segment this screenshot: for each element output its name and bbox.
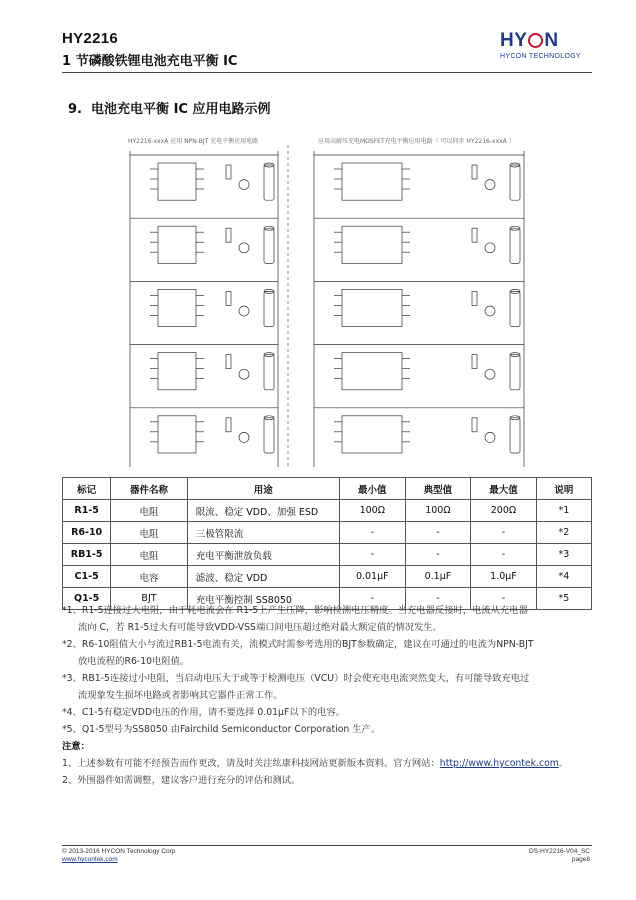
footer-page: page8 xyxy=(571,856,590,863)
ic-block xyxy=(342,289,402,326)
product-subtitle: 1 节磷酸铁锂电池充电平衡 IC xyxy=(62,54,238,69)
cell-max: - xyxy=(471,588,537,610)
cell-max: 200Ω xyxy=(471,500,537,522)
cell-max: 1.0μF xyxy=(471,566,537,588)
footer-site-link[interactable]: www.hycontek.com xyxy=(62,856,118,863)
cell-use: 滤波、稳定 VDD xyxy=(187,566,339,588)
note-line: 放电流程的R6-10电阻值。 xyxy=(78,656,190,667)
cell-note: *5 xyxy=(536,588,591,610)
footer-divider xyxy=(62,845,592,846)
cell-name: BJT xyxy=(111,588,187,610)
note-line: 流向 C，若 R1-5过大有可能导致VDD-VSS端口间电压超过绝对最大额定值的情况发生。 xyxy=(78,622,442,633)
cell-typ: 0.1μF xyxy=(405,566,471,588)
logo-wordmark: HY N xyxy=(500,30,559,51)
table-row xyxy=(63,566,592,588)
notes-block xyxy=(62,602,592,789)
table-header-row xyxy=(63,478,592,500)
cell-mark: RB1-5 xyxy=(63,544,111,566)
right-cell-stack xyxy=(314,151,524,467)
cell-max: - xyxy=(471,544,537,566)
table-row xyxy=(63,500,592,522)
cell-typ: - xyxy=(405,588,471,610)
note-line: *5、Q1-5型号为SS8050 由Fairchild Semiconductor Corporation 生产。 xyxy=(62,724,381,735)
cell-use: 充电平衡泄放负载 xyxy=(187,544,339,566)
note-line: *3、RB1-5连接过小电阻，当启动电压大于或等于检测电压（VCU）时会使充电电流突然变大，有可能导致充电过 xyxy=(62,673,530,684)
logo-tagline: HYCON TECHNOLOGY xyxy=(500,53,581,60)
cell-name: 电阻 xyxy=(111,522,187,544)
cell-mark: Q1-5 xyxy=(63,588,111,610)
cell-use: 限流、稳定 VDD、加强 ESD xyxy=(187,500,339,522)
ic-block xyxy=(342,353,402,390)
ic-block xyxy=(342,226,402,263)
col-min: 最小值 xyxy=(339,478,405,500)
cell-min: - xyxy=(339,544,405,566)
component-table xyxy=(62,477,592,610)
cell-use: 充电平衡控制 SS8050 xyxy=(187,588,339,610)
col-name: 器件名称 xyxy=(111,478,187,500)
cell-typ: - xyxy=(405,544,471,566)
table-row xyxy=(63,522,592,544)
footer-left xyxy=(62,848,175,864)
footer-doc-id: DS-HY2216-V04_SC xyxy=(528,848,590,855)
right-diagram-caption: 应用高耐压充电MOSFET充电平衡应用电路（ 可以同步 HY2216-xxxA ） xyxy=(318,138,515,145)
header-divider xyxy=(62,72,592,73)
notice-item-1: 1、上述参数有可能不经预告而作更改，请及时关注纮康科技网站更新版本资料。官方网站：http://www.hycontek.com。 xyxy=(62,758,569,769)
ic-block xyxy=(342,416,402,453)
ic-block xyxy=(158,353,196,390)
cell-name: 电阻 xyxy=(111,500,187,522)
col-mark: 标记 xyxy=(63,478,111,500)
cell-mark: R6-10 xyxy=(63,522,111,544)
cell-mark: R1-5 xyxy=(63,500,111,522)
footer-copyright: © 2013-2016 HYCON Technology Corp xyxy=(62,848,176,855)
col-use: 用途 xyxy=(187,478,339,500)
left-cell-stack xyxy=(130,151,278,467)
section-title: 9. 电池充电平衡 IC 应用电路示例 xyxy=(68,102,271,117)
table-row xyxy=(63,544,592,566)
footer-right xyxy=(529,848,590,864)
cell-mark: C1-5 xyxy=(63,566,111,588)
cell-note: *2 xyxy=(536,522,591,544)
cell-note: *3 xyxy=(536,544,591,566)
application-circuit-diagram xyxy=(118,133,538,473)
cell-min: 0.01μF xyxy=(339,566,405,588)
col-max: 最大值 xyxy=(471,478,537,500)
product-title: HY2216 xyxy=(62,30,119,47)
hycontek-link[interactable]: http://www.hycontek.com xyxy=(439,758,559,769)
cell-min: 100Ω xyxy=(339,500,405,522)
note-line: 流现象发生损坏电路或者影响其它器件正常工作。 xyxy=(78,690,283,701)
note-line: *2、R6-10阻值大小与流过RB1-5电流有关，流模式时需参考选用的BJT参数确定，建议在可通过的电流为NPN-BJT xyxy=(62,639,534,650)
ic-block xyxy=(158,289,196,326)
hycon-logo xyxy=(500,30,590,72)
notice-item-2: 2、外围器件如需调整，建议客户进行充分的评估和测试。 xyxy=(62,775,301,786)
cell-note: *4 xyxy=(536,566,591,588)
cell-min: - xyxy=(339,522,405,544)
cell-note: *1 xyxy=(536,500,591,522)
cell-typ: - xyxy=(405,522,471,544)
ic-block xyxy=(158,416,196,453)
cell-typ: 100Ω xyxy=(405,500,471,522)
ic-block xyxy=(158,226,196,263)
cell-max: - xyxy=(471,522,537,544)
note-line: *1、R1-5连接过大电阻，由于耗电流会在 R1-5上产生压降，影响检测电压精度。当充电器反接时，电流从充电器 xyxy=(62,605,528,616)
ic-block xyxy=(342,163,402,200)
cell-name: 电阻 xyxy=(111,544,187,566)
cell-use: 三极管限流 xyxy=(187,522,339,544)
col-note: 说明 xyxy=(536,478,591,500)
cell-min: - xyxy=(339,588,405,610)
col-typ: 典型值 xyxy=(405,478,471,500)
left-diagram-caption: HY2216-xxxA 应用 NPN-BJT 充电平衡应用电路 xyxy=(128,138,259,145)
cell-name: 电容 xyxy=(111,566,187,588)
notice-heading: 注意： xyxy=(62,741,90,752)
ic-block xyxy=(158,163,196,200)
note-line: *4、C1-5有稳定VDD电压的作用，请不要选择 0.01μF以下的电容。 xyxy=(62,707,346,718)
